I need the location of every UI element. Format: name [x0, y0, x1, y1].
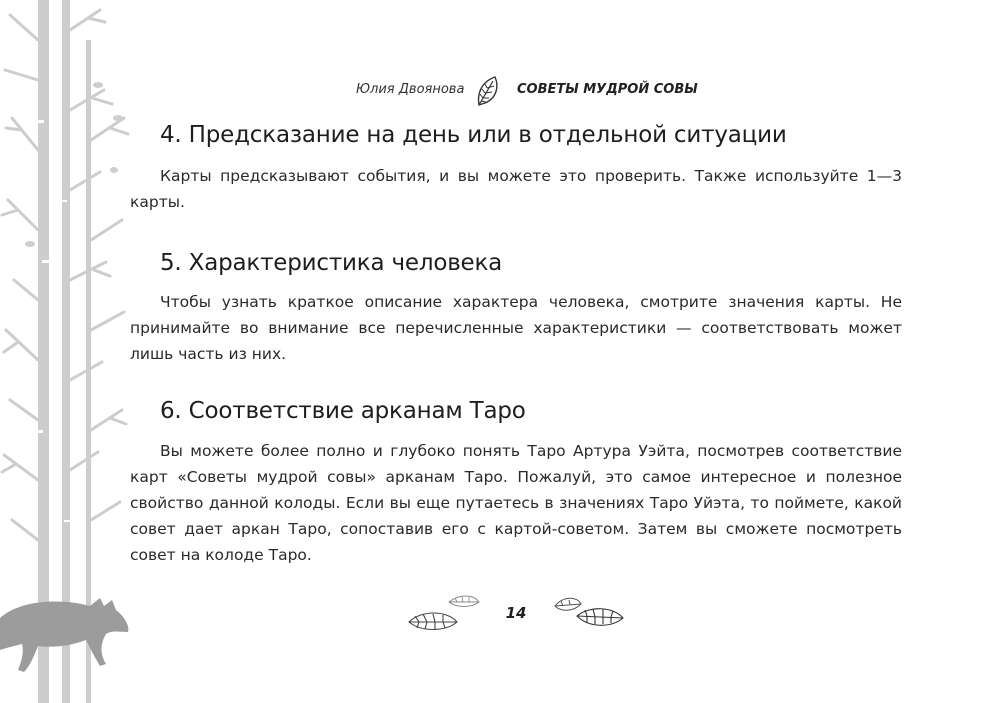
section-text-6: Вы можете более полно и глубоко понять Таро Артура Уэйта, посмотрев соответствие карт «Советы мудрой совы» арканам Таро. Пожалуй, это самое интересное и полезное свойство данной колоды. Если вы еще путаетесь в значениях Таро Уйэта, то поймете, какой совет дает аркан Таро, сопоставив его с картой-советом. Затем вы сможете посмотреть совет на колоде Таро. [130, 442, 902, 564]
leaf-icon [409, 613, 457, 630]
leaf-icon [577, 609, 623, 626]
book-title: СОВЕТЫ МУДРОЙ СОВЫ [517, 82, 698, 97]
leaf-icon [473, 74, 503, 108]
section-heading-4: 4. Предсказание на день или в отдельной ситуации [160, 122, 787, 148]
section-heading-6: 6. Соответствие арканам Таро [160, 398, 526, 424]
section-text-5: Чтобы узнать краткое описание характера человека, смотрите значения карты. Не принимайте во внимание все перечисленные характеристики — соответствовать может лишь часть из них. [130, 293, 902, 363]
running-header [340, 74, 720, 110]
leaf-icon [555, 598, 581, 610]
section-heading-5: 5. Характеристика человека [160, 250, 503, 276]
leaf-icon [449, 596, 479, 607]
page-number: 14 [505, 604, 527, 622]
section-text-4: Карты предсказывают события, и вы можете это проверить. Также используйте 1—3 карты. [130, 167, 902, 211]
author-name: Юлия Двоянова [356, 82, 465, 97]
birch-trees-illustration [0, 0, 135, 703]
